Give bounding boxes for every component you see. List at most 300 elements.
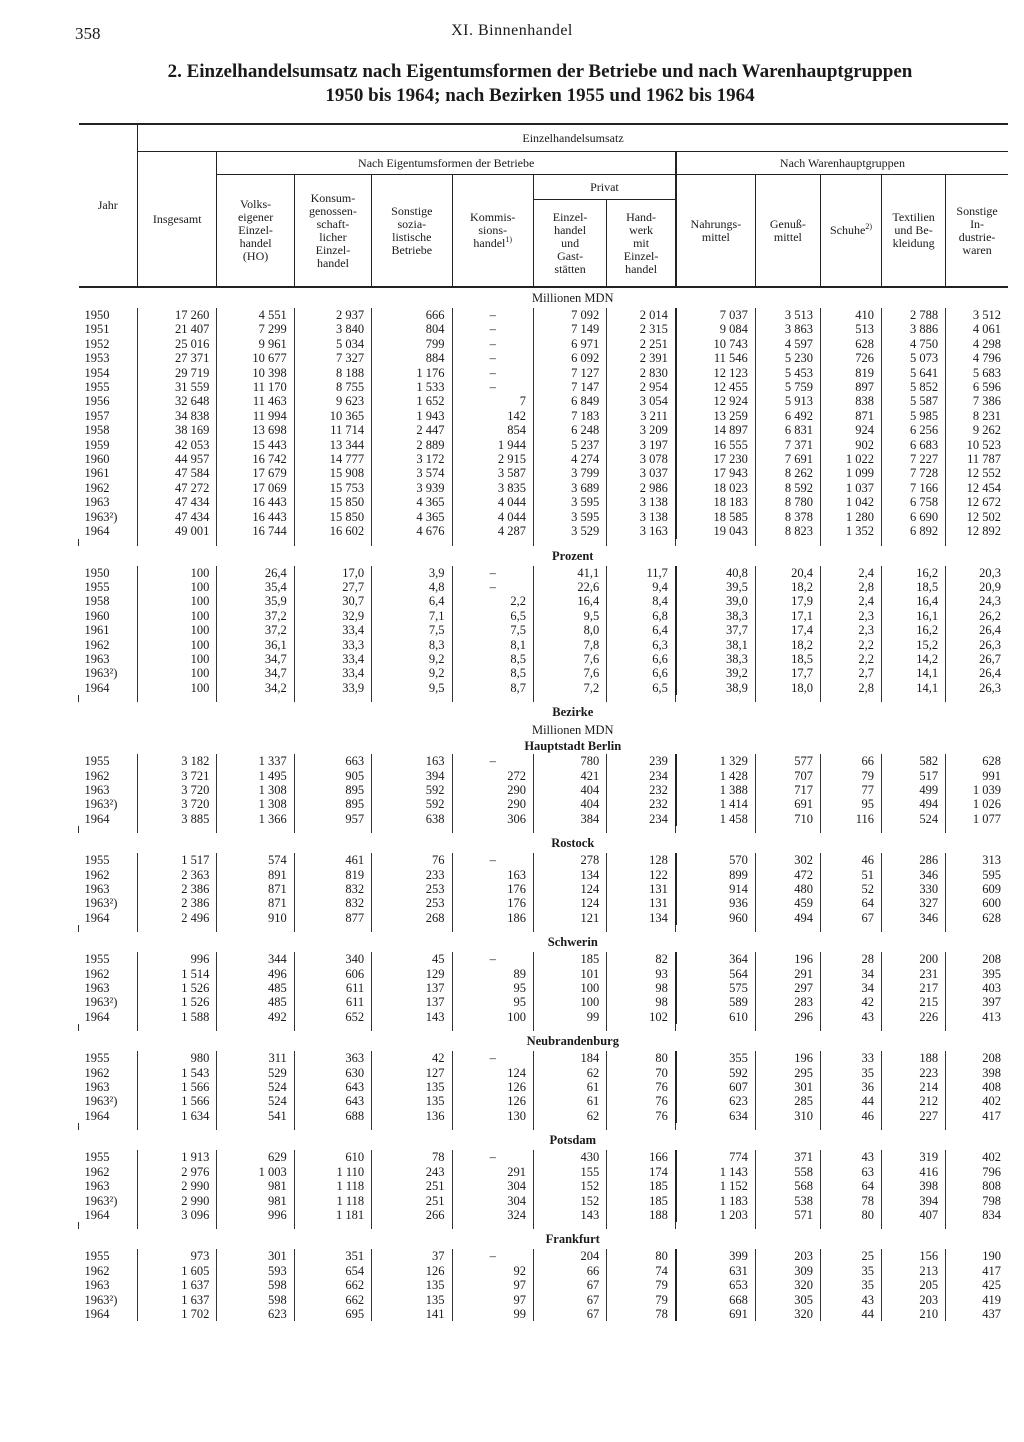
section-subheading: Millionen MDN bbox=[531, 723, 614, 738]
value-cell: 13 344 bbox=[294, 438, 371, 452]
value-cell: – bbox=[452, 351, 533, 365]
col-header-konsum: Konsum- genossen- schaft- licher Einzel- handel bbox=[294, 175, 371, 288]
value-cell: 51 bbox=[820, 868, 881, 882]
value-cell: 135 bbox=[372, 1094, 452, 1108]
value-cell: 156 bbox=[882, 1249, 946, 1263]
gap-cell bbox=[294, 695, 371, 702]
value-cell: 212 bbox=[882, 1094, 946, 1108]
value-cell: 7 386 bbox=[946, 394, 1008, 408]
value-cell: 394 bbox=[882, 1194, 946, 1208]
table-row bbox=[79, 1249, 1009, 1263]
table-row bbox=[79, 1010, 1009, 1024]
value-cell: 4 676 bbox=[372, 524, 452, 538]
value-cell: – bbox=[452, 952, 533, 966]
value-cell: 1 176 bbox=[372, 366, 452, 380]
schuhe-label: Schuhe bbox=[829, 223, 866, 237]
value-cell: 582 bbox=[882, 754, 946, 768]
gap-cell bbox=[820, 1123, 881, 1130]
value-cell: 62 bbox=[533, 1066, 606, 1080]
gap-cell bbox=[372, 695, 452, 702]
value-cell: 34 bbox=[820, 967, 881, 981]
value-cell: 568 bbox=[755, 1179, 820, 1193]
value-cell: 17 230 bbox=[676, 452, 755, 466]
value-cell: 45 bbox=[372, 952, 452, 966]
value-cell: 3 721 bbox=[138, 769, 217, 783]
gap-cell bbox=[533, 695, 606, 702]
table-row bbox=[79, 594, 1009, 608]
value-cell: 717 bbox=[755, 783, 820, 797]
gap-cell bbox=[79, 826, 138, 833]
table-row bbox=[79, 952, 1009, 966]
value-cell: 302 bbox=[755, 853, 820, 867]
table-row bbox=[79, 1194, 1009, 1208]
col-header-nahrungsmittel: Nahrungs- mittel bbox=[676, 175, 755, 288]
value-cell: 34,2 bbox=[217, 681, 294, 695]
value-cell: 196 bbox=[755, 952, 820, 966]
value-cell: 832 bbox=[294, 896, 371, 910]
section-gap bbox=[79, 1024, 1009, 1031]
value-cell: 16 443 bbox=[217, 495, 294, 509]
value-cell: 93 bbox=[607, 967, 676, 981]
gap-cell bbox=[217, 539, 294, 546]
value-cell: 3 595 bbox=[533, 510, 606, 524]
value-cell: 808 bbox=[946, 1179, 1008, 1193]
value-cell: 14 897 bbox=[676, 423, 755, 437]
value-cell: 7 166 bbox=[882, 481, 946, 495]
value-cell: 895 bbox=[294, 783, 371, 797]
value-cell: 623 bbox=[217, 1307, 294, 1321]
year-cell: 1952 bbox=[84, 336, 110, 351]
year-cell: 1957 bbox=[84, 408, 110, 423]
value-cell: 6 971 bbox=[533, 337, 606, 351]
value-cell: 10 743 bbox=[676, 337, 755, 351]
value-cell: 205 bbox=[882, 1278, 946, 1292]
gap-cell bbox=[452, 539, 533, 546]
value-cell: 320 bbox=[755, 1278, 820, 1292]
value-cell: 310 bbox=[755, 1109, 820, 1123]
value-cell: 492 bbox=[217, 1010, 294, 1024]
value-cell: 43 bbox=[820, 1010, 881, 1024]
value-cell: 3 054 bbox=[607, 394, 676, 408]
value-cell: 7,5 bbox=[452, 623, 533, 637]
table-row bbox=[79, 967, 1009, 981]
value-cell: 12 924 bbox=[676, 394, 755, 408]
value-cell: 9,2 bbox=[372, 666, 452, 680]
value-cell: 296 bbox=[755, 1010, 820, 1024]
value-cell: 7,8 bbox=[533, 638, 606, 652]
value-cell: 44 bbox=[820, 1094, 881, 1108]
value-cell: 8,3 bbox=[372, 638, 452, 652]
value-cell: 2,2 bbox=[452, 594, 533, 608]
value-cell: 142 bbox=[452, 409, 533, 423]
value-cell: 623 bbox=[676, 1094, 755, 1108]
value-cell: 8 231 bbox=[946, 409, 1008, 423]
section-spacer bbox=[79, 702, 138, 722]
gap-cell bbox=[820, 695, 881, 702]
gap-cell bbox=[882, 1024, 946, 1031]
value-cell: 871 bbox=[217, 882, 294, 896]
gap-cell bbox=[217, 826, 294, 833]
gap-cell bbox=[294, 1222, 371, 1229]
value-cell: 346 bbox=[882, 911, 946, 925]
year-cell: 1963²) bbox=[84, 1193, 118, 1208]
value-cell: 1 280 bbox=[820, 510, 881, 524]
section-heading: Millionen MDN bbox=[531, 291, 614, 305]
value-cell: 2 315 bbox=[607, 322, 676, 336]
table-row bbox=[79, 783, 1009, 797]
value-cell: 97 bbox=[452, 1278, 533, 1292]
value-cell: 217 bbox=[882, 981, 946, 995]
value-cell: 1 637 bbox=[138, 1293, 217, 1307]
gap-cell bbox=[217, 1123, 294, 1130]
gap-cell bbox=[372, 925, 452, 932]
gap-cell bbox=[217, 1024, 294, 1031]
year-cell: 1962 bbox=[84, 637, 110, 652]
section-heading: Potsdam bbox=[549, 1133, 597, 1148]
value-cell: 43 bbox=[820, 1150, 881, 1164]
gap-cell bbox=[294, 539, 371, 546]
value-cell: 24,3 bbox=[946, 594, 1008, 608]
value-cell: 6,5 bbox=[607, 681, 676, 695]
value-cell: 1 329 bbox=[676, 754, 755, 768]
table-row bbox=[79, 769, 1009, 783]
value-cell: 15 443 bbox=[217, 438, 294, 452]
value-cell: 74 bbox=[607, 1264, 676, 1278]
value-cell: 226 bbox=[882, 1010, 946, 1024]
value-cell: 6,6 bbox=[607, 666, 676, 680]
value-cell: 311 bbox=[217, 1051, 294, 1065]
value-cell: 10 365 bbox=[294, 409, 371, 423]
value-cell: 251 bbox=[372, 1179, 452, 1193]
value-cell: 25 bbox=[820, 1249, 881, 1263]
value-cell: 26,4 bbox=[946, 666, 1008, 680]
value-cell: – bbox=[452, 337, 533, 351]
table-row bbox=[79, 1150, 1009, 1164]
col-header-jahr: Jahr bbox=[79, 124, 138, 287]
value-cell: 1 388 bbox=[676, 783, 755, 797]
gap-cell bbox=[946, 925, 1008, 932]
table-row bbox=[79, 495, 1009, 509]
value-cell: 16 555 bbox=[676, 438, 755, 452]
value-cell: 37,2 bbox=[217, 609, 294, 623]
value-cell: 592 bbox=[676, 1066, 755, 1080]
value-cell: 13 259 bbox=[676, 409, 755, 423]
value-cell: 33,9 bbox=[294, 681, 371, 695]
value-cell: 34,7 bbox=[217, 652, 294, 666]
value-cell: 100 bbox=[138, 609, 217, 623]
col-header-handwerk: Hand- werk mit Einzel- handel bbox=[607, 200, 676, 288]
value-cell: 402 bbox=[946, 1150, 1008, 1164]
value-cell: 960 bbox=[676, 911, 755, 925]
value-cell: 2 014 bbox=[607, 308, 676, 322]
gap-cell bbox=[676, 539, 755, 546]
value-cell: 18,5 bbox=[755, 652, 820, 666]
value-cell: 3 587 bbox=[452, 466, 533, 480]
value-cell: 571 bbox=[755, 1208, 820, 1222]
year-cell: 1955 bbox=[84, 1051, 110, 1066]
value-cell: 595 bbox=[946, 868, 1008, 882]
value-cell: 8,7 bbox=[452, 681, 533, 695]
value-cell: 129 bbox=[372, 967, 452, 981]
table-row bbox=[79, 1179, 1009, 1193]
section-heading: Schwerin bbox=[547, 935, 598, 950]
value-cell: 38,3 bbox=[676, 652, 755, 666]
value-cell: 17,1 bbox=[755, 609, 820, 623]
value-cell: 1 428 bbox=[676, 769, 755, 783]
value-cell: 11 714 bbox=[294, 423, 371, 437]
value-cell: 558 bbox=[755, 1165, 820, 1179]
table-header bbox=[79, 124, 1009, 287]
gap-cell bbox=[452, 1123, 533, 1130]
value-cell: 155 bbox=[533, 1165, 606, 1179]
value-cell: 610 bbox=[294, 1150, 371, 1164]
value-cell: 2 915 bbox=[452, 452, 533, 466]
value-cell: 688 bbox=[294, 1109, 371, 1123]
value-cell: 1 042 bbox=[820, 495, 881, 509]
value-cell: 524 bbox=[882, 812, 946, 826]
value-cell: 29 719 bbox=[138, 366, 217, 380]
gap-cell bbox=[755, 826, 820, 833]
value-cell: 141 bbox=[372, 1307, 452, 1321]
value-cell: 398 bbox=[882, 1179, 946, 1193]
value-cell: 598 bbox=[217, 1293, 294, 1307]
value-cell: 1 352 bbox=[820, 524, 881, 538]
value-cell: 6,8 bbox=[607, 609, 676, 623]
table-row bbox=[79, 366, 1009, 380]
value-cell: 163 bbox=[372, 754, 452, 768]
value-cell: 592 bbox=[372, 797, 452, 811]
value-cell: 3 096 bbox=[138, 1208, 217, 1222]
value-cell: 9 084 bbox=[676, 322, 755, 336]
gap-cell bbox=[138, 695, 217, 702]
value-cell: 34 838 bbox=[138, 409, 217, 423]
value-cell: 33 bbox=[820, 1051, 881, 1065]
year-cell: 1955 bbox=[84, 579, 110, 594]
value-cell: 6 492 bbox=[755, 409, 820, 423]
value-cell: 1 143 bbox=[676, 1165, 755, 1179]
value-cell: 643 bbox=[294, 1080, 371, 1094]
value-cell: 630 bbox=[294, 1066, 371, 1080]
value-cell: 32 648 bbox=[138, 394, 217, 408]
value-cell: 100 bbox=[138, 681, 217, 695]
value-cell: 924 bbox=[820, 423, 881, 437]
gap-cell bbox=[820, 925, 881, 932]
section-spacer bbox=[79, 722, 138, 738]
value-cell: 122 bbox=[607, 868, 676, 882]
value-cell: 606 bbox=[294, 967, 371, 981]
value-cell: 494 bbox=[882, 797, 946, 811]
value-cell: 77 bbox=[820, 783, 881, 797]
value-cell: 8,5 bbox=[452, 652, 533, 666]
value-cell: 98 bbox=[607, 995, 676, 1009]
section-gap bbox=[79, 695, 1009, 702]
value-cell: 2,2 bbox=[820, 638, 881, 652]
value-cell: 7 127 bbox=[533, 366, 606, 380]
value-cell: 82 bbox=[607, 952, 676, 966]
value-cell: 351 bbox=[294, 1249, 371, 1263]
value-cell: 208 bbox=[946, 952, 1008, 966]
value-cell: 11,7 bbox=[607, 566, 676, 580]
value-cell: 98 bbox=[607, 981, 676, 995]
table-body bbox=[79, 287, 1009, 1321]
value-cell: 7 147 bbox=[533, 380, 606, 394]
value-cell: – bbox=[452, 380, 533, 394]
value-cell: 5 034 bbox=[294, 337, 371, 351]
value-cell: 100 bbox=[138, 566, 217, 580]
value-cell: 128 bbox=[607, 853, 676, 867]
year-cell: 1960 bbox=[84, 608, 110, 623]
value-cell: 52 bbox=[820, 882, 881, 896]
value-cell: 7,2 bbox=[533, 681, 606, 695]
year-cell: 1955 bbox=[84, 1249, 110, 1264]
value-cell: 39,5 bbox=[676, 580, 755, 594]
value-cell: 7 728 bbox=[882, 466, 946, 480]
value-cell: 297 bbox=[755, 981, 820, 995]
value-cell: 914 bbox=[676, 882, 755, 896]
value-cell: 134 bbox=[533, 868, 606, 882]
value-cell: 9 623 bbox=[294, 394, 371, 408]
section-heading-row bbox=[79, 702, 1009, 722]
value-cell: 174 bbox=[607, 1165, 676, 1179]
table-row bbox=[79, 681, 1009, 695]
value-cell: 3 689 bbox=[533, 481, 606, 495]
value-cell: 67 bbox=[820, 911, 881, 925]
section-heading-row bbox=[79, 932, 1009, 952]
gap-cell bbox=[607, 826, 676, 833]
value-cell: 18,2 bbox=[755, 580, 820, 594]
value-cell: 7 bbox=[452, 394, 533, 408]
value-cell: 3 529 bbox=[533, 524, 606, 538]
value-cell: 8 592 bbox=[755, 481, 820, 495]
table-row bbox=[79, 638, 1009, 652]
value-cell: 100 bbox=[533, 981, 606, 995]
value-cell: 662 bbox=[294, 1278, 371, 1292]
gap-cell bbox=[452, 826, 533, 833]
value-cell: 34,7 bbox=[217, 666, 294, 680]
gap-cell bbox=[755, 695, 820, 702]
value-cell: 5 073 bbox=[882, 351, 946, 365]
value-cell: 214 bbox=[882, 1080, 946, 1094]
section-subheading-row bbox=[79, 738, 1009, 754]
section-heading-row bbox=[79, 287, 1009, 308]
section-gap bbox=[79, 925, 1009, 932]
gap-cell bbox=[372, 1123, 452, 1130]
gap-cell bbox=[294, 925, 371, 932]
gap-cell bbox=[79, 1024, 138, 1031]
section-spacer bbox=[79, 1130, 138, 1150]
gap-cell bbox=[533, 539, 606, 546]
value-cell: 186 bbox=[452, 911, 533, 925]
table-row bbox=[79, 868, 1009, 882]
value-cell: 38,1 bbox=[676, 638, 755, 652]
value-cell: 4 597 bbox=[755, 337, 820, 351]
value-cell: – bbox=[452, 1150, 533, 1164]
value-cell: 137 bbox=[372, 995, 452, 1009]
value-cell: 18,0 bbox=[755, 681, 820, 695]
year-cell: 1955 bbox=[84, 853, 110, 868]
value-cell: 176 bbox=[452, 896, 533, 910]
value-cell: 877 bbox=[294, 911, 371, 925]
col-header-sonstige-industriewaren: Sonstige In- dustrie- waren bbox=[946, 175, 1008, 288]
table-row bbox=[79, 853, 1009, 867]
value-cell: 796 bbox=[946, 1165, 1008, 1179]
year-cell: 1963²) bbox=[84, 509, 118, 524]
value-cell: 7,6 bbox=[533, 652, 606, 666]
value-cell: 517 bbox=[882, 769, 946, 783]
value-cell: 124 bbox=[452, 1066, 533, 1080]
value-cell: 1 543 bbox=[138, 1066, 217, 1080]
value-cell: 200 bbox=[882, 952, 946, 966]
value-cell: 126 bbox=[452, 1094, 533, 1108]
value-cell: 17,7 bbox=[755, 666, 820, 680]
value-cell: 707 bbox=[755, 769, 820, 783]
value-cell: 804 bbox=[372, 322, 452, 336]
value-cell: 430 bbox=[533, 1150, 606, 1164]
gap-cell bbox=[79, 1123, 138, 1130]
value-cell: 234 bbox=[607, 812, 676, 826]
value-cell: 485 bbox=[217, 981, 294, 995]
col-header-privat: Privat bbox=[533, 175, 675, 200]
gap-cell bbox=[755, 1024, 820, 1031]
value-cell: 204 bbox=[533, 1249, 606, 1263]
col-header-nach-eigentumsformen: Nach Eigentumsformen der Betriebe bbox=[217, 152, 676, 175]
value-cell: 408 bbox=[946, 1080, 1008, 1094]
value-cell: 79 bbox=[820, 769, 881, 783]
value-cell: 6 758 bbox=[882, 495, 946, 509]
gap-cell bbox=[607, 1123, 676, 1130]
year-cell: 1964 bbox=[84, 524, 110, 539]
table-row bbox=[79, 882, 1009, 896]
value-cell: 3 720 bbox=[138, 783, 217, 797]
value-cell: 12 672 bbox=[946, 495, 1008, 509]
year-cell: 1962 bbox=[84, 480, 110, 495]
gap-cell bbox=[452, 925, 533, 932]
gap-cell bbox=[676, 925, 755, 932]
value-cell: 190 bbox=[946, 1249, 1008, 1263]
value-cell: 6 683 bbox=[882, 438, 946, 452]
value-cell: 16,1 bbox=[882, 609, 946, 623]
gap-cell bbox=[533, 1123, 606, 1130]
value-cell: 13 698 bbox=[217, 423, 294, 437]
value-cell: 100 bbox=[452, 1010, 533, 1024]
value-cell: 135 bbox=[372, 1278, 452, 1292]
value-cell: 643 bbox=[294, 1094, 371, 1108]
value-cell: 662 bbox=[294, 1293, 371, 1307]
section-heading-row bbox=[79, 1229, 1009, 1249]
value-cell: 610 bbox=[676, 1010, 755, 1024]
gap-cell bbox=[372, 539, 452, 546]
value-cell: 472 bbox=[755, 868, 820, 882]
value-cell: 4 044 bbox=[452, 495, 533, 509]
value-cell: 6,3 bbox=[607, 638, 676, 652]
value-cell: 417 bbox=[946, 1109, 1008, 1123]
table-row bbox=[79, 1109, 1009, 1123]
value-cell: 97 bbox=[452, 1293, 533, 1307]
value-cell: 6,6 bbox=[607, 652, 676, 666]
year-cell: 1955 bbox=[84, 380, 110, 395]
gap-cell bbox=[533, 925, 606, 932]
value-cell: 1 118 bbox=[294, 1194, 371, 1208]
value-cell: 233 bbox=[372, 868, 452, 882]
value-cell: 577 bbox=[755, 754, 820, 768]
value-cell: 652 bbox=[294, 1010, 371, 1024]
value-cell: 79 bbox=[607, 1293, 676, 1307]
value-cell: 2,8 bbox=[820, 681, 881, 695]
value-cell: 480 bbox=[755, 882, 820, 896]
value-cell: 101 bbox=[533, 967, 606, 981]
value-cell: 593 bbox=[217, 1264, 294, 1278]
gap-cell bbox=[820, 1222, 881, 1229]
